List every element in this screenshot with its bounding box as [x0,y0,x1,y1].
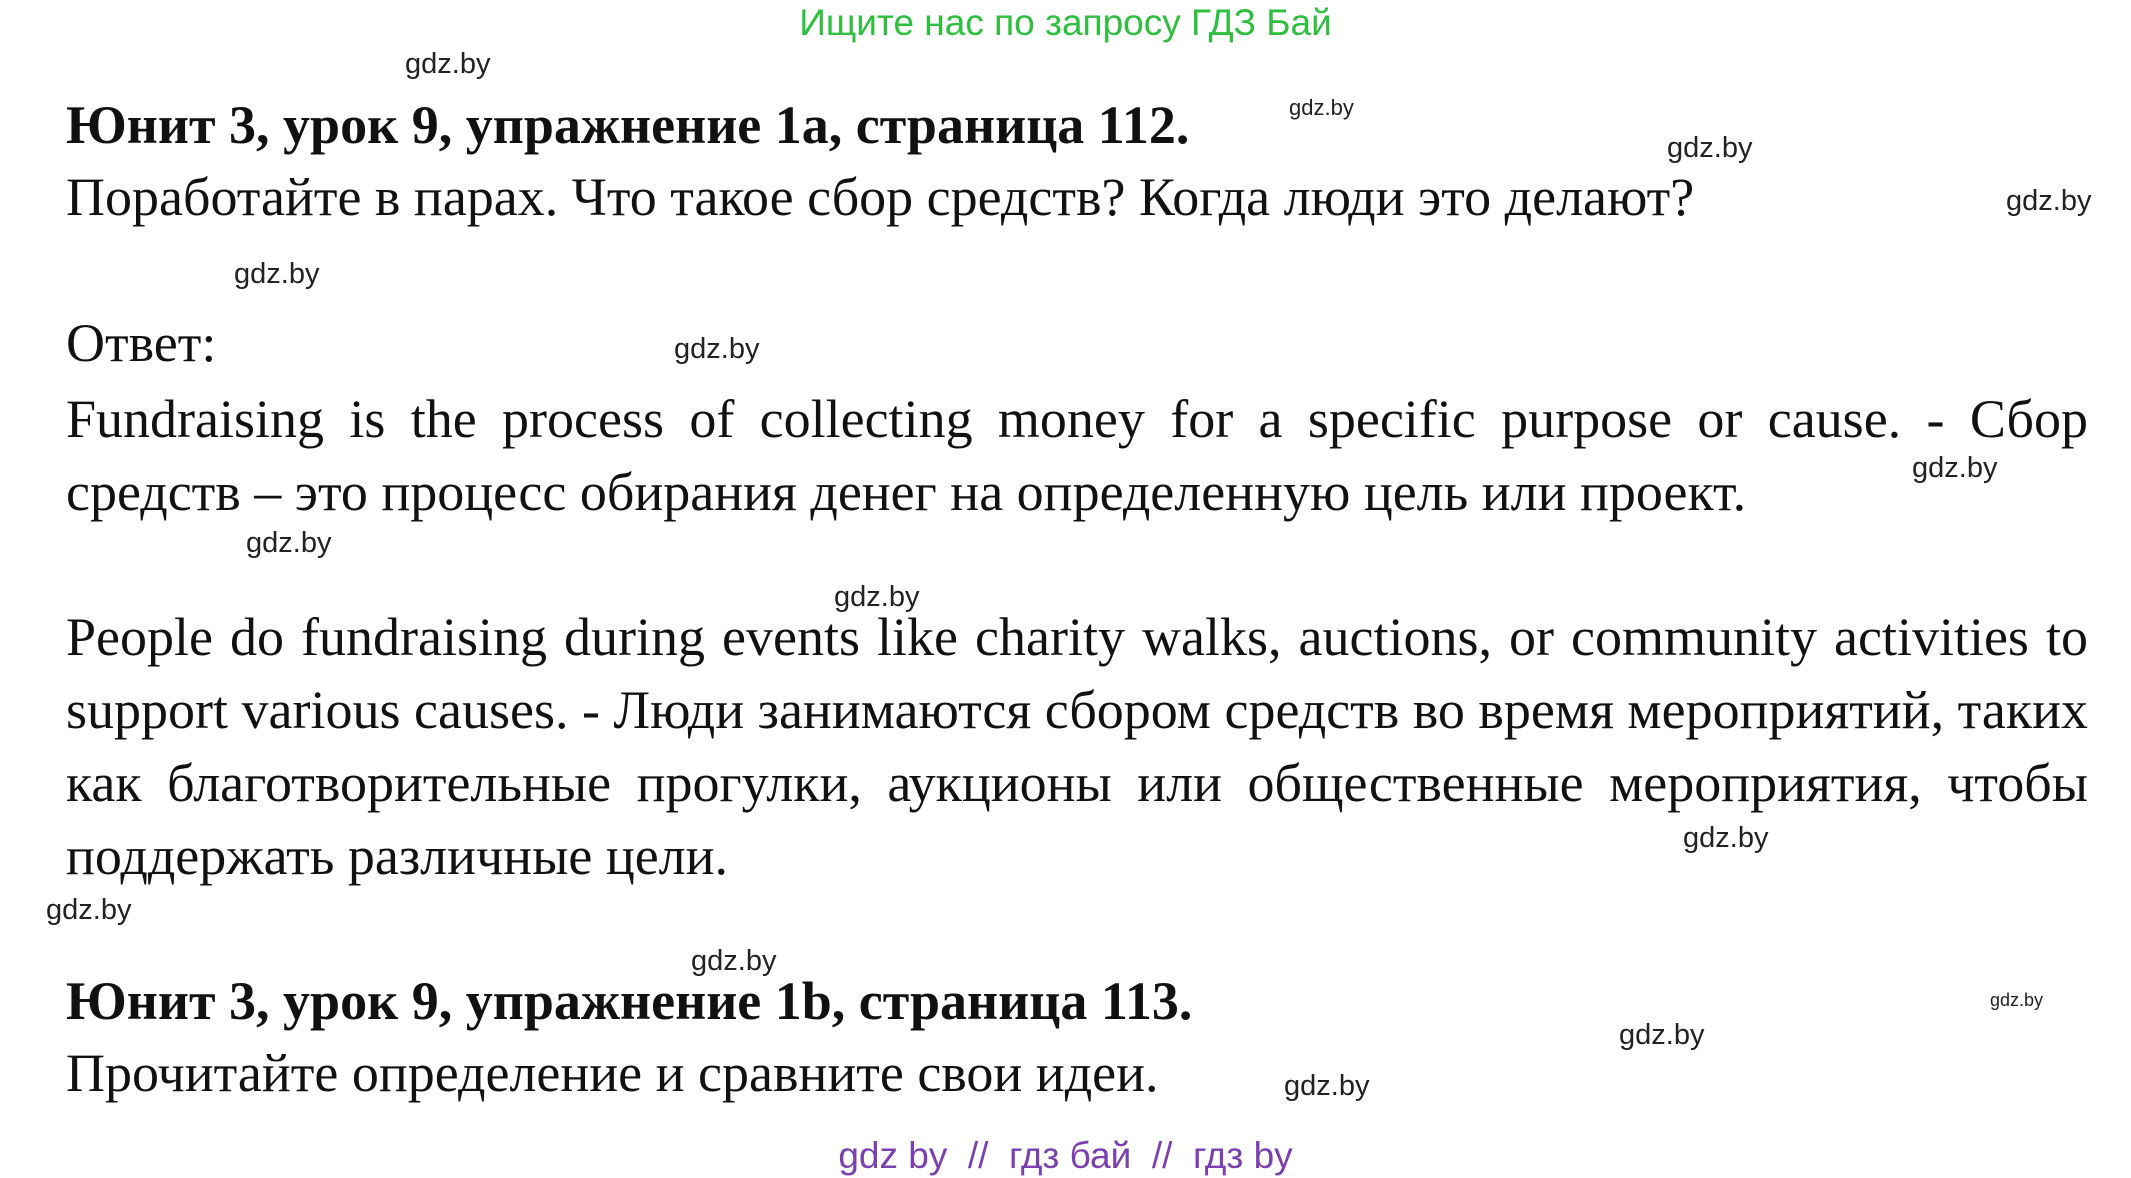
watermark: gdz.by [674,333,760,365]
watermark: gdz.by [1912,452,1998,484]
watermark: gdz.by [1683,822,1769,854]
watermark: gdz.by [246,527,332,559]
exercise-1b-task: Прочитайте определение и сравните свои идеи. [66,1043,1159,1103]
top-banner: Ищите нас по запросу ГДЗ Бай [799,2,1332,43]
watermark: gdz.by [691,945,777,977]
watermark: gdz.by [1990,990,2044,1010]
watermark: gdz.by [405,48,491,80]
watermark: gdz.by [1289,95,1354,120]
watermark: gdz.by [1667,132,1753,164]
watermark: gdz.by [1284,1070,1370,1102]
watermark: gdz.by [234,258,320,290]
answer-paragraph-1: Fundraising is the process of collecting money for a specific purpose or cause. - Сбор средств – это процесс обирания денег на определенную цель или проект. [66,389,2088,522]
answer-paragraph-2: People do fundraising during events like charity walks, auctions, or community activities to support various causes. - Люди занимаются сбором средств во время мероприятий, таких как благотворительные прогулки, аукционы или общественные мероприятия, чтобы поддержать различные цели. [66,607,2088,886]
watermark: gdz.by [1619,1019,1705,1051]
watermark: gdz.by [46,894,132,926]
footer-links: gdz by // гдз бай // гдз by [838,1135,1293,1176]
watermark: gdz.by [834,581,920,613]
watermark: gdz.by [2006,185,2092,217]
exercise-1a-task: Поработайте в парах. Что такое сбор средств? Когда люди это делают? [66,167,1695,227]
exercise-1a-heading: Юнит 3, урок 9, упражнение 1a, страница 112. [66,95,1190,155]
exercise-1b-heading: Юнит 3, урок 9, упражнение 1b, страница 113. [66,971,1193,1031]
answer-label: Ответ: [66,313,217,373]
